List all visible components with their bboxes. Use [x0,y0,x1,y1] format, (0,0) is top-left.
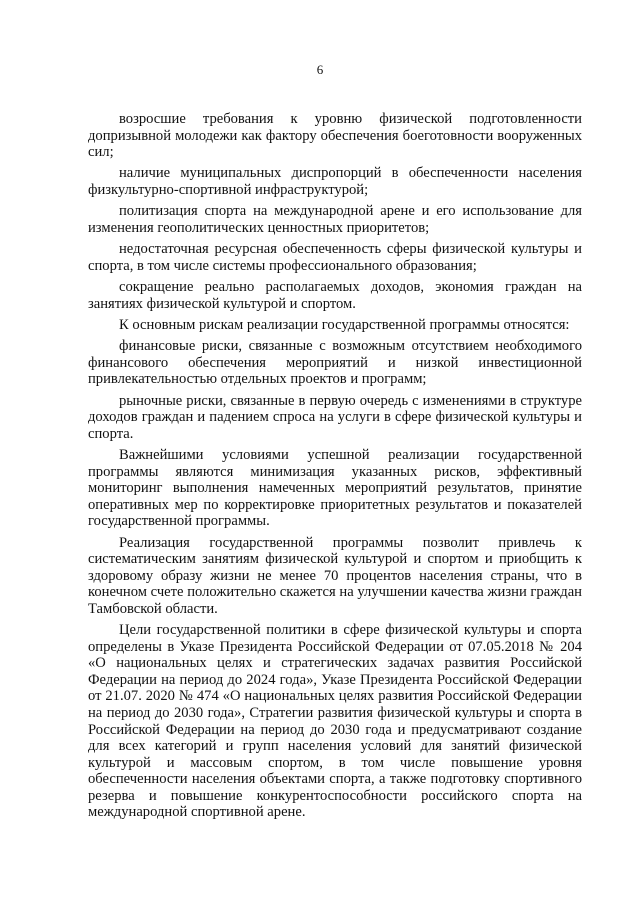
document-body [88,111,582,821]
paragraph-financial-risks: финансовые риски, связанные с возможным отсутствием необходимого финансового обеспечения мероприятий и низкой инвестиционной привлекательностью отдельных проектов и программ; [88,338,582,388]
paragraph-success-conditions: Важнейшими условиями успешной реализации государственной программы являются минимизация указанных рисков, эффективный мониторинг выполнения намеченных мероприятий результатов, принятие оперативных мер по корректировке приоритетных результатов и показателей государственной программы. [88,447,582,530]
paragraph-risk-resources: недостаточная ресурсная обеспеченность сферы физической культуры и спорта, в том числе системы профессионального образования; [88,241,582,274]
paragraph-policy-goals: Цели государственной политики в сфере физической культуры и спорта определены в Указе Президента Российской Федерации от 07.05.2018 № 204 «О национальных целях и стратегических задачах развития Российской Федерации на период до 2024 года», Указе Президента Российской Федерации от 21.07. 2020 № 474 «О национальных целях развития Российской Федерации на период до 2030 года», Стратегии развития физической культуры и спорта в Российской Федерации на период до 2030 года и предусматривают создание для всех категорий и групп населения условий для занятий физической культурой и массовым спортом, в том числе повышение уровня обеспеченности населения объектами спорта, а также подготовку спортивного резерва и повышение конкурентоспособности российского спорта на международной спортивной арене. [88,622,582,821]
paragraph-program-outcome: Реализация государственной программы позволит привлечь к систематическим занятиям физической культурой и спортом и приобщить к здоровому образу жизни не менее 70 процентов населения страны, что в конечном счете положительно скажется на улучшении качества жизни граждан Тамбовской области. [88,534,582,617]
paragraph-risk-infrastructure: наличие муниципальных диспропорций в обеспеченности населения физкультурно-спортивной инфраструктурой; [88,165,582,198]
paragraph-risk-politicization: политизация спорта на международной арене и его использование для изменения геополитических ценностных приоритетов; [88,203,582,236]
paragraph-market-risks: рыночные риски, связанные в первую очередь с изменениями в структуре доходов граждан и падением спроса на услуги в сфере физической культуры и спорта. [88,392,582,442]
paragraph-risk-military-readiness: возросшие требования к уровню физической подготовленности допризывной молодежи как фактору обеспечения боеготовности вооруженных сил; [88,111,582,161]
paragraph-main-risks-intro: К основным рискам реализации государственной программы относятся: [119,317,570,333]
paragraph-risk-income: сокращение реально располагаемых доходов, экономия граждан на занятиях физической культурой и спортом. [88,279,582,312]
page-number: 6 [316,62,324,77]
